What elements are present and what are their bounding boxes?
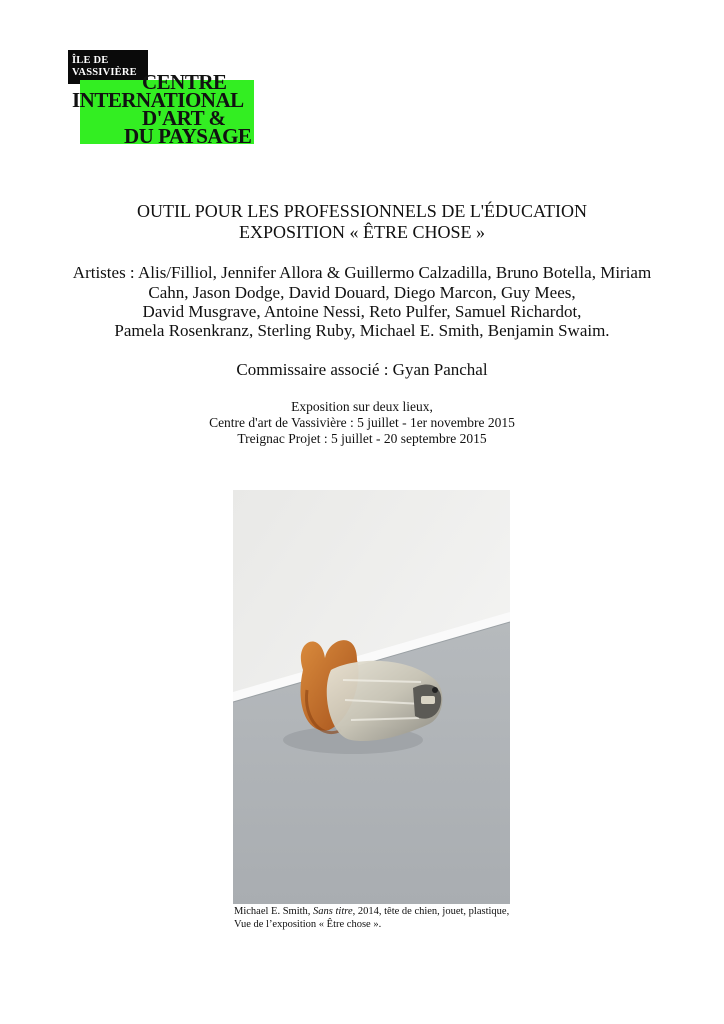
logo-black-block <box>68 50 148 84</box>
venues-line-3: Treignac Projet : 5 juillet - 20 septembre 2015 <box>237 431 487 446</box>
logo-line-international: INTERNATIONAL <box>72 88 244 112</box>
logo-top-line-2: VASSIVIÈRE <box>72 67 137 78</box>
venues-line-2: Centre d'art de Vassivière : 5 juillet - 1er novembre 2015 <box>209 415 515 430</box>
artists-line-2: Cahn, Jason Dodge, David Douard, Diego Marcon, Guy Mees, <box>148 283 576 302</box>
artists-line-4: Pamela Rosenkranz, Sterling Ruby, Michael E. Smith, Benjamin Swaim. <box>114 321 610 340</box>
logo-line-du-paysage: DU PAYSAGE <box>124 124 252 148</box>
artists-line-1: Artistes : Alis/Filliol, Jennifer Allora & Guillermo Calzadilla, Bruno Botella, Miriam <box>72 263 652 282</box>
curator-line: Commissaire associé : Gyan Panchal <box>236 360 488 379</box>
logo-line-centre: CENTRE <box>142 70 227 94</box>
caption-artist: Michael E. Smith, <box>234 906 314 917</box>
institution-logo <box>68 50 258 150</box>
caption-work-title: Sans titre <box>313 906 353 917</box>
logo-top-line-1: ÎLE DE <box>72 55 109 66</box>
artists-line-3: David Musgrave, Antoine Nessi, Reto Pulfer, Samuel Richardot, <box>142 302 582 321</box>
caption-details: , 2014, tête de chien, jouet, plastique, <box>352 906 510 917</box>
document-title-line-1: OUTIL POUR LES PROFESSIONNELS DE L'ÉDUCATION <box>136 201 588 221</box>
artwork-photo <box>233 490 510 904</box>
caption-line-2: Vue de l’exposition « Être chose ». <box>234 918 382 930</box>
caption-line-1 <box>234 906 509 919</box>
venues-line-1: Exposition sur deux lieux, <box>291 399 433 414</box>
photo-caption <box>234 906 509 931</box>
document-title-line-2: EXPOSITION « ÊTRE CHOSE » <box>239 222 485 242</box>
logo-line-dart: D'ART & <box>142 106 226 130</box>
